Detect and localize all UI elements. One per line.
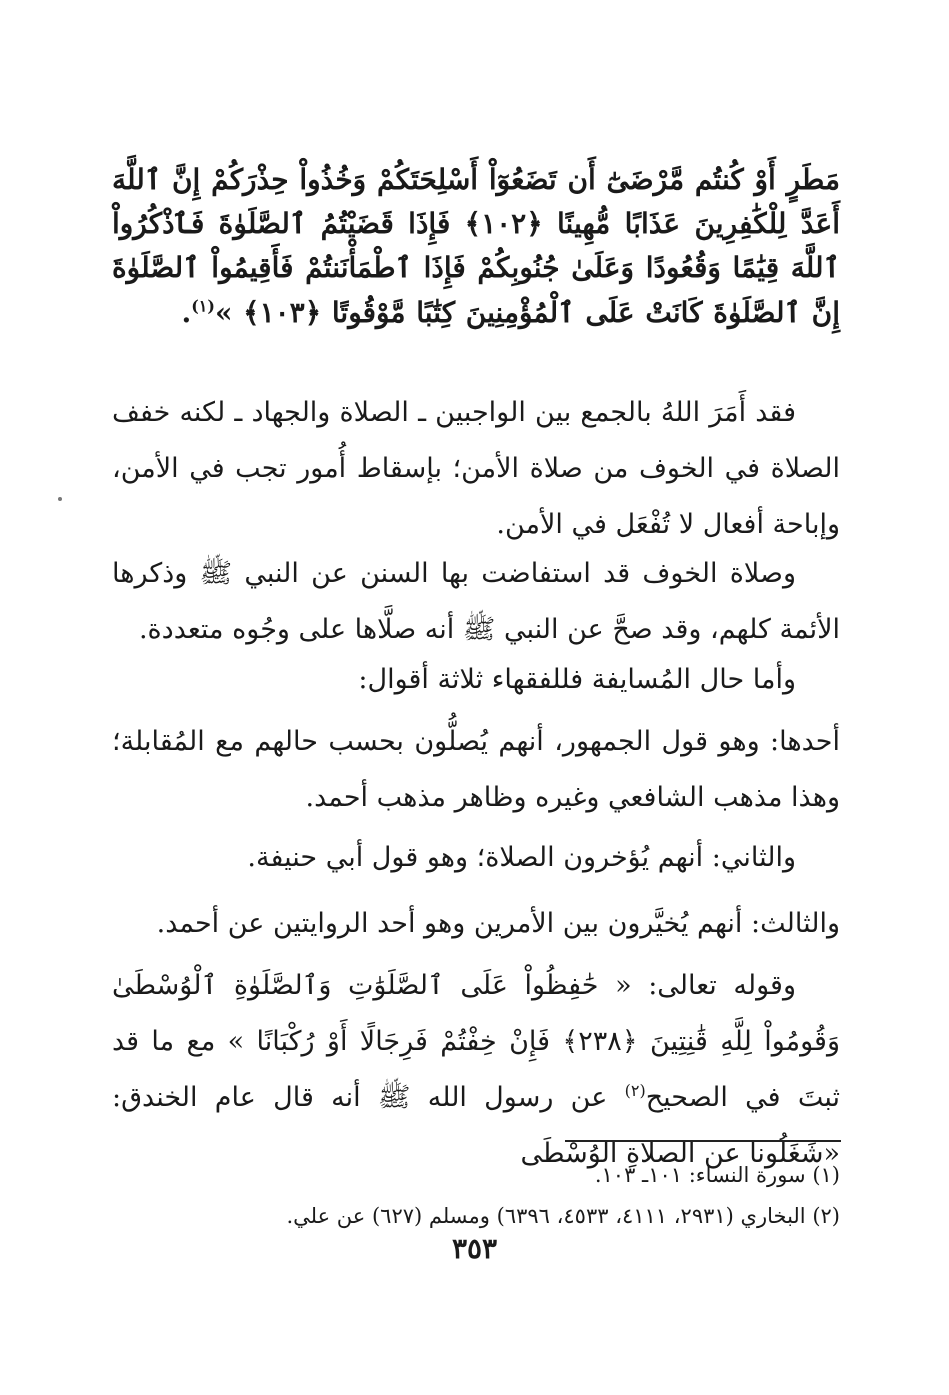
paragraph-3: وأما حال المُسايفة فللفقهاء ثلاثة أقوال: xyxy=(358,664,796,695)
footnote-1: (١) سورة النساء: ١٠١ـ ١٠٣. xyxy=(594,1163,840,1187)
quran-verse-block xyxy=(112,158,840,335)
paragraph-7-end: عن رسول الله ﷺ أنه قال عام الخندق: «شَغَلُونا عن الصلاةِ الوُسْطَى xyxy=(112,1082,840,1169)
footnote-ref-1: (١) xyxy=(191,296,215,316)
scan-speck xyxy=(58,497,62,501)
paragraph-7 xyxy=(112,958,840,1182)
quran-verse-end: . xyxy=(181,295,192,329)
page-number: ٣٥٣ xyxy=(451,1232,498,1265)
quran-verse-text: مَطَرٍ أَوْ كُنتُم مَّرْضَىٰٓ أَن تَضَعُوٓاْ أَسْلِحَتَكُمْ وَخُذُواْ حِذْرَكُمْ إِنَّ ٱللَّهَ أَعَدَّ لِلْكَٰفِرِينَ عَذَابًا مُّهِينًا ﴿١٠٢﴾ فَإِذَا قَضَيْتُمُ ٱلصَّلَوٰةَ فَٱذْكُرُواْ ٱللَّهَ قِيَٰمًا وَقُعُودًا وَعَلَىٰ جُنُوبِكُمْ فَإِذَا ٱطْمَأْنَنتُمْ فَأَقِيمُواْ ٱلصَّلَوٰةَ إِنَّ ٱلصَّلَوٰةَ كَانَتْ عَلَى ٱلْمُؤْمِنِينَ كِتَٰبًا مَّوْقُوتًا ﴿١٠٣﴾ » xyxy=(112,163,840,329)
footnote-ref-2: (٢) xyxy=(624,1081,646,1100)
paragraph-4: أحدها: وهو قول الجمهور، أنهم يُصلُّون بحسب حالهم مع المُقابلة؛ وهذا مذهب الشافعي وغيره وظاهر مذهب أحمد. xyxy=(112,726,840,813)
footnote-divider xyxy=(565,1140,841,1142)
paragraph-2: وصلاة الخوف قد استفاضت بها السنن عن النبي ﷺ وذكرها الأئمة كلهم، وقد صحَّ عن النبي ﷺ أنه صلَّاها على وجُوه متعددة. xyxy=(112,558,840,645)
paragraph-1: فقد أَمَرَ اللهُ بالجمع بين الواجبين ـ الصلاة والجهاد ـ لكنه خفف الصلاة في الخوف من صلاة الأمن؛ بإسقاط أُمور تجب في الأمن، وإباحة أفعال لا تُفْعَل في الأمن. xyxy=(112,397,840,540)
paragraph-6: والثالث: أنهم يُخيَّرون بين الأمرين وهو أحد الروايتين عن أحمد. xyxy=(156,908,840,939)
footnote-2: (٢) البخاري (٢٩٣١، ٤١١١، ٤٥٣٣، ٦٣٩٦) ومسلم (٦٢٧) عن علي. xyxy=(286,1204,840,1228)
paragraph-7-start: وقوله تعالى: « حَٰفِظُواْ عَلَى ٱلصَّلَوَٰتِ وَٱلصَّلَوٰةِ ٱلْوُسْطَىٰ وَقُومُواْ لِلَّهِ قَٰنِتِينَ ﴿٢٣٨﴾ فَإِنْ خِفْتُمْ فَرِجَالًا أَوْ رُكْبَانًا » مع ما قد ثبتَ في الصحيح xyxy=(112,970,841,1113)
paragraph-5: والثاني: أنهم يُؤخرون الصلاة؛ وهو قول أبي حنيفة. xyxy=(247,842,796,873)
